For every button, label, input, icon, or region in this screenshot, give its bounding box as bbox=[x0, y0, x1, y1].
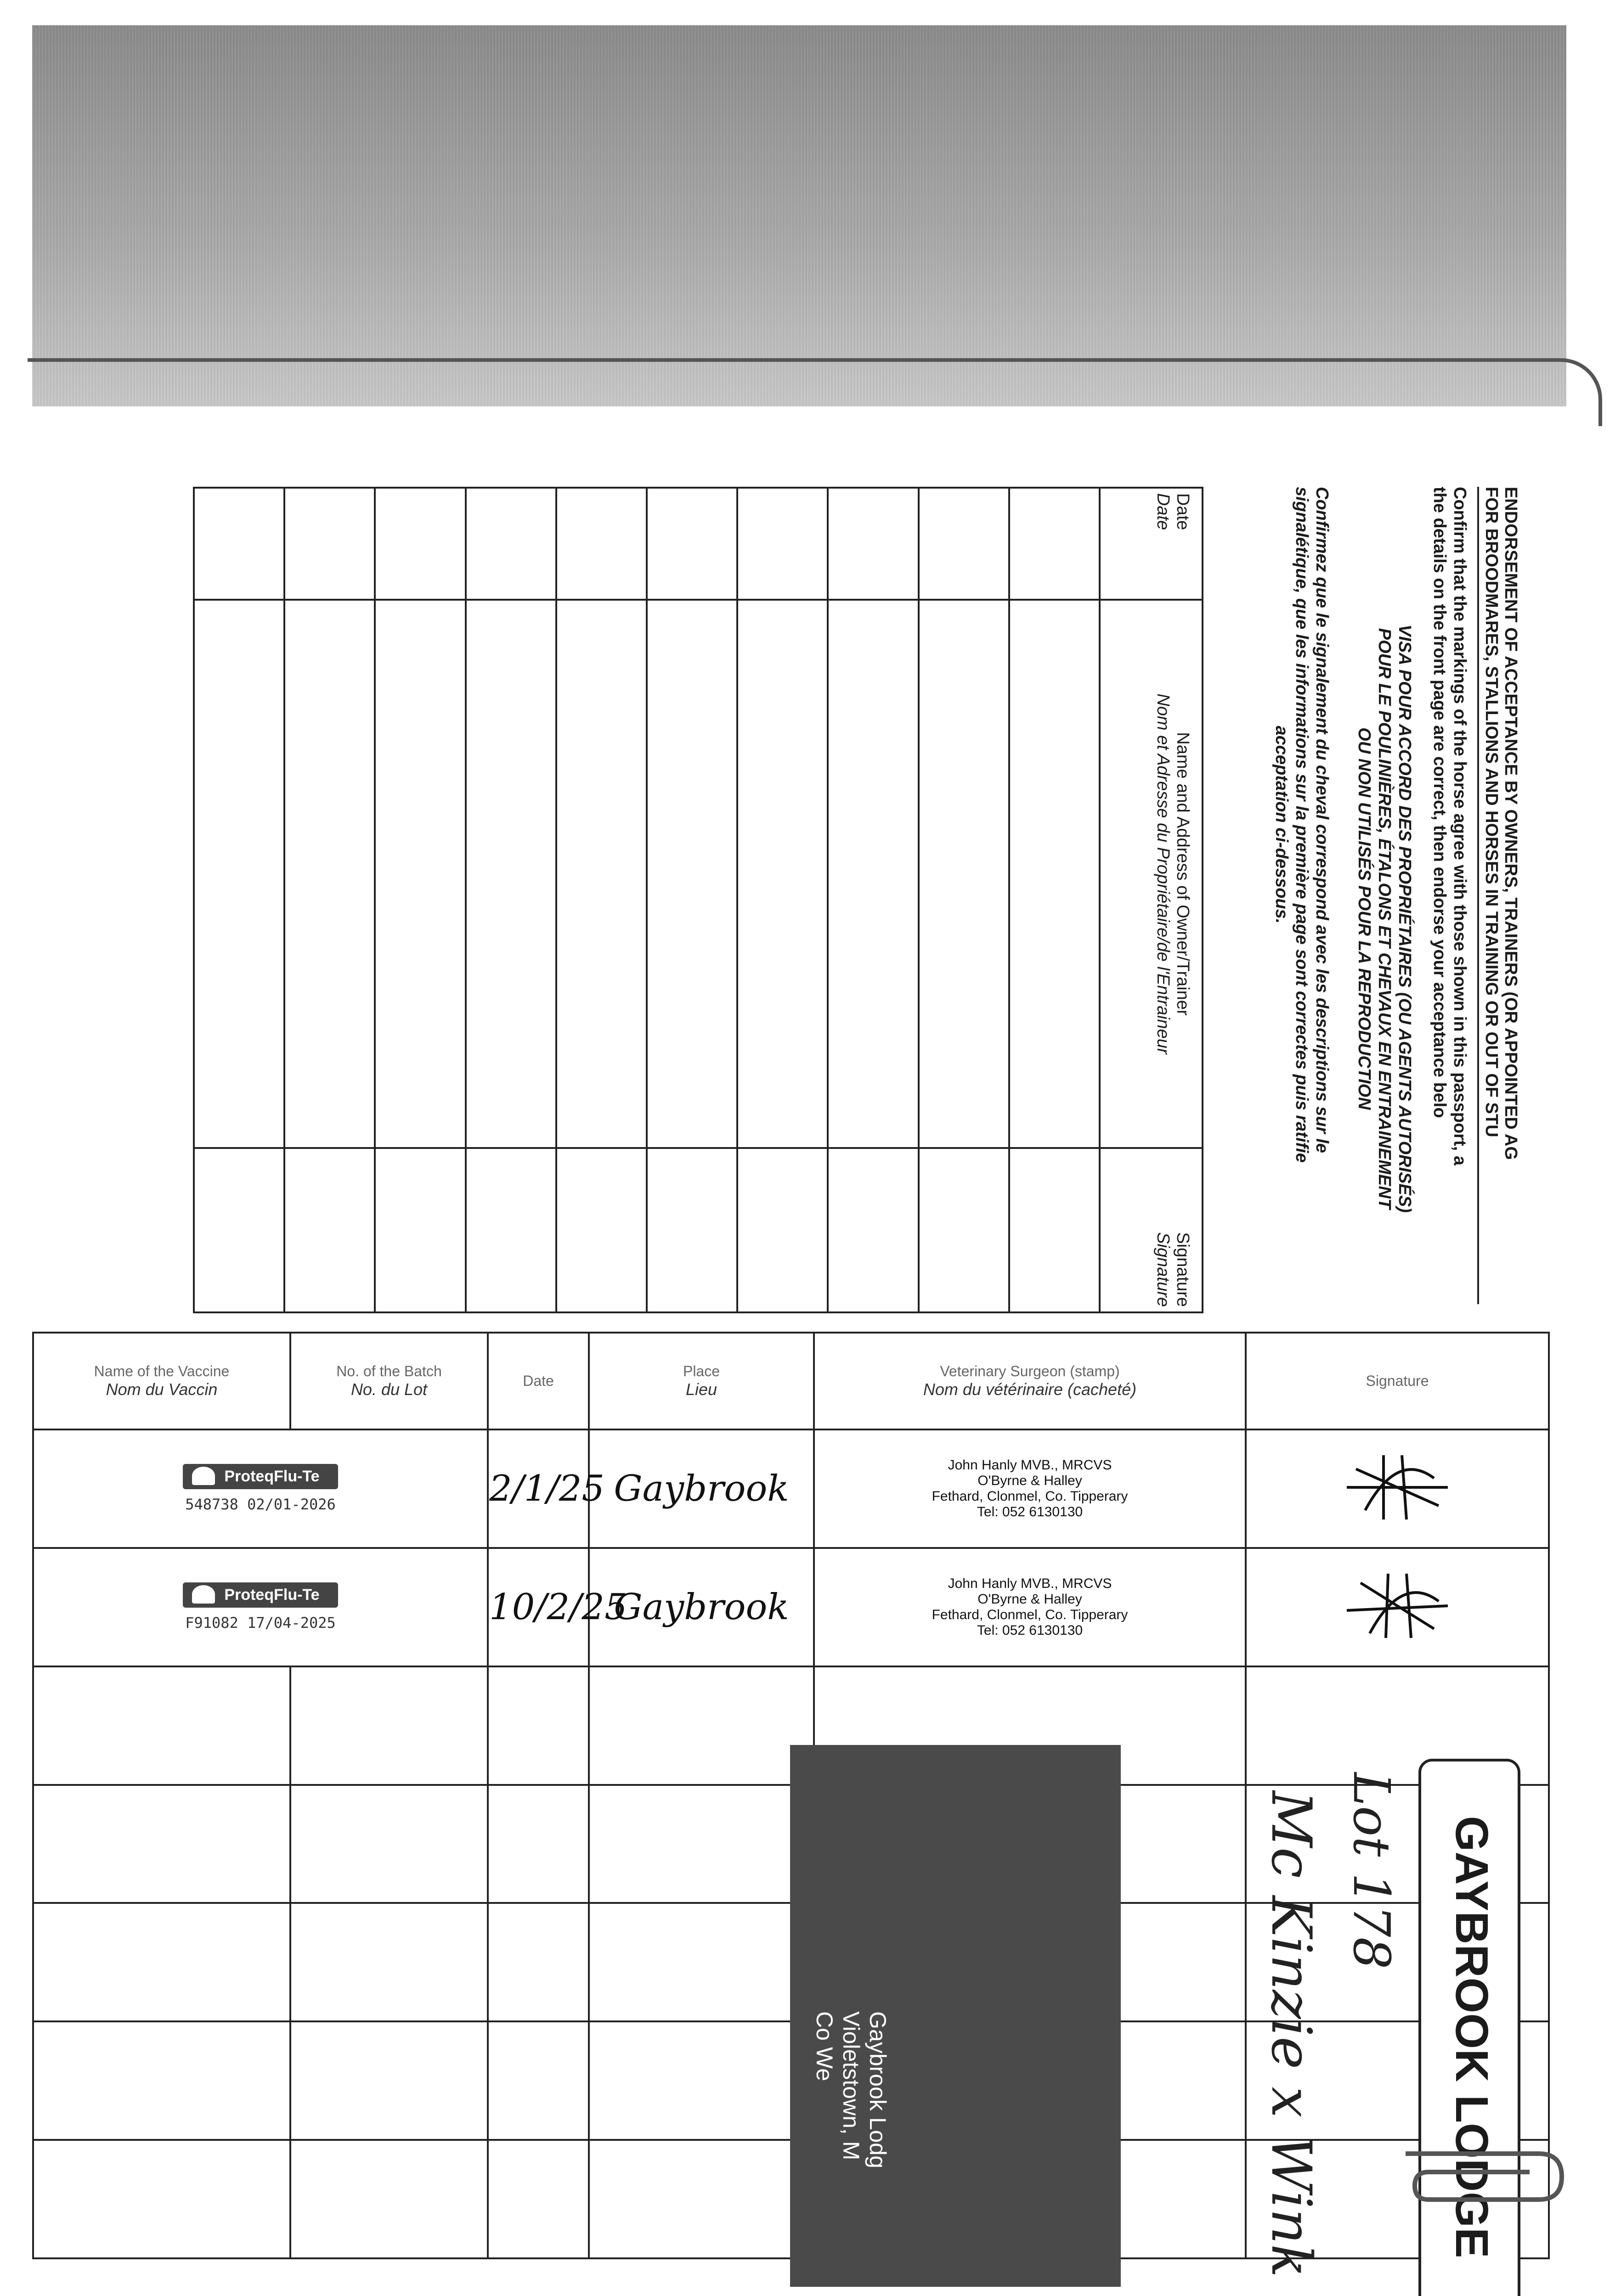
vaccine-date: 2/1/25 bbox=[488, 1429, 589, 1548]
scanner-shadow bbox=[32, 25, 1566, 406]
endorsement-section bbox=[37, 459, 1525, 1322]
vet-phone: Tel: 052 6130130 bbox=[977, 1622, 1083, 1638]
signature-scribble bbox=[1328, 1441, 1466, 1533]
vet-practice: O'Byrne & Halley bbox=[977, 1591, 1082, 1607]
vet-stamp bbox=[814, 1429, 1246, 1548]
table-row bbox=[375, 488, 466, 1312]
vet-address: Fethard, Clonmel, Co. Tipperary bbox=[932, 1607, 1128, 1622]
hdr-batch-fr: No. du Lot bbox=[350, 1379, 428, 1399]
col-date bbox=[1100, 488, 1203, 600]
vaccine-label-cell bbox=[33, 1429, 488, 1548]
vet-signature bbox=[1246, 1548, 1549, 1666]
vet-practice: O'Byrne & Halley bbox=[977, 1473, 1082, 1488]
vaccine-header-row bbox=[33, 1333, 1549, 1429]
confirmez-text bbox=[1271, 487, 1332, 1163]
vaccine-date: 10/2/25 bbox=[488, 1548, 589, 1666]
page-edge bbox=[28, 358, 1602, 426]
lot-number-note: Lot 178 bbox=[1342, 1773, 1401, 1970]
confirmez-line-2: signalétique, que les informations sur la première page sont correctes puis ratifie bbox=[1292, 487, 1311, 1163]
vaccine-batch-code: F91082 17/04-2025 bbox=[185, 1614, 336, 1632]
address-label-text bbox=[811, 2011, 891, 2296]
col-name-en: Name and Address of Owner/Trainer bbox=[1173, 732, 1192, 1016]
vaccine-sticker: ProteqFlu-Te bbox=[183, 1464, 338, 1489]
vaccine-sticker: ProteqFlu-Te bbox=[183, 1582, 338, 1608]
table-header-row bbox=[1100, 488, 1203, 1312]
visa-line-1: VISA POUR ACCORD DES PROPRIÉTAIRES (OU AGENTS AUTORISÉS) bbox=[1395, 625, 1414, 1213]
divider bbox=[1477, 487, 1479, 1304]
hdr-vet-fr: Nom du vétérinaire (cacheté) bbox=[923, 1379, 1137, 1399]
table-row bbox=[919, 488, 1009, 1312]
hdr-date-text: Date bbox=[523, 1372, 554, 1389]
vaccine-batch-code: 548738 02/01-2026 bbox=[185, 1496, 336, 1514]
hdr-signature bbox=[1246, 1333, 1549, 1429]
paperclip-icon bbox=[1387, 2135, 1571, 2250]
vaccine-place: Gaybrook bbox=[589, 1548, 814, 1666]
hdr-vaccine-en: Name of the Vaccine bbox=[94, 1362, 230, 1379]
hdr-batch bbox=[290, 1333, 488, 1429]
gaybrook-stamp: GAYBROOK LODGE bbox=[1418, 1759, 1520, 2296]
table-row bbox=[1009, 488, 1100, 1312]
vet-address: Fethard, Clonmel, Co. Tipperary bbox=[932, 1488, 1128, 1504]
table-row bbox=[556, 488, 647, 1312]
col-sig-fr: Signature bbox=[1153, 1232, 1173, 1307]
vet-name: John Hanly MVB., MRCVS bbox=[948, 1576, 1112, 1591]
confirm-text bbox=[1429, 487, 1470, 1165]
endorsement-heading bbox=[1482, 487, 1520, 1304]
addr-line-3: Co We bbox=[812, 2011, 837, 2081]
visa-text bbox=[1354, 625, 1415, 1213]
hdr-place-en: Place bbox=[683, 1362, 720, 1379]
col-name bbox=[1100, 600, 1203, 1148]
table-row bbox=[828, 488, 918, 1312]
vet-stamp-block bbox=[932, 1576, 1128, 1638]
hdr-vaccine-fr: Nom du Vaccin bbox=[106, 1379, 218, 1399]
hdr-vet bbox=[814, 1333, 1246, 1429]
hdr-signature-text: Signature bbox=[1366, 1372, 1429, 1389]
vet-stamp bbox=[814, 1548, 1246, 1666]
endorsement-table bbox=[193, 487, 1203, 1313]
heading-line-2: FOR BROODMARES, STALLIONS AND HORSES IN TRAINING OR OUT OF STU bbox=[1482, 487, 1501, 1137]
col-name-fr: Nom et Adresse du Propriétaire/de l'Entraineur bbox=[1153, 693, 1173, 1054]
hdr-place bbox=[589, 1333, 814, 1429]
visa-line-3: OU NON UTILISÉS POUR LA REPRODUCTION bbox=[1355, 727, 1374, 1110]
vet-signature bbox=[1246, 1429, 1549, 1548]
confirmez-line-1: Confirmez que le signalement du cheval correspond avec les descriptions sur le bbox=[1312, 487, 1332, 1153]
table-row bbox=[33, 1548, 1549, 1666]
col-signature bbox=[1100, 1148, 1203, 1312]
vet-stamp-block bbox=[932, 1458, 1128, 1520]
confirm-line-1: Confirm that the markings of the horse agree with those shown in this passport, a bbox=[1450, 487, 1469, 1165]
addr-line-1: Gaybrook Lodg bbox=[865, 2011, 891, 2168]
table-row bbox=[194, 488, 284, 1312]
confirm-line-2: the details on the front page are correct, then endorse your acceptance belo bbox=[1430, 487, 1449, 1118]
visa-line-2: POUR LE POULINIÈRES, ÉTALONS ET CHEVAUX EN ENTRAINEMENT bbox=[1375, 628, 1394, 1210]
signature-scribble bbox=[1328, 1560, 1466, 1652]
hdr-date bbox=[488, 1333, 589, 1429]
heading-line-1: ENDORSEMENT OF ACCEPTANCE BY OWNERS, TRAINERS (OR APPOINTED AG bbox=[1501, 487, 1520, 1160]
hdr-vaccine bbox=[33, 1333, 290, 1429]
pedigree-note: Mc Kinzie x Wink bbox=[1259, 1791, 1323, 2278]
table-row bbox=[33, 1429, 1549, 1548]
col-date-en: Date bbox=[1173, 493, 1192, 530]
vet-phone: Tel: 052 6130130 bbox=[977, 1504, 1083, 1519]
table-row bbox=[466, 488, 556, 1312]
hdr-place-fr: Lieu bbox=[685, 1379, 717, 1399]
col-sig-en: Signature bbox=[1173, 1232, 1192, 1307]
table-row bbox=[647, 488, 737, 1312]
addr-line-2: Violetstown, M bbox=[838, 2011, 864, 2161]
vet-name: John Hanly MVB., MRCVS bbox=[948, 1457, 1112, 1473]
hdr-vet-en: Veterinary Surgeon (stamp) bbox=[940, 1362, 1120, 1379]
col-date-fr: Date bbox=[1153, 493, 1173, 530]
vaccine-place: Gaybrook bbox=[589, 1429, 814, 1548]
vaccine-label-cell bbox=[33, 1548, 488, 1666]
table-row bbox=[284, 488, 375, 1312]
table-row bbox=[737, 488, 828, 1312]
hdr-batch-en: No. of the Batch bbox=[336, 1362, 442, 1379]
confirmez-line-3: acceptation ci-dessous. bbox=[1272, 726, 1291, 924]
